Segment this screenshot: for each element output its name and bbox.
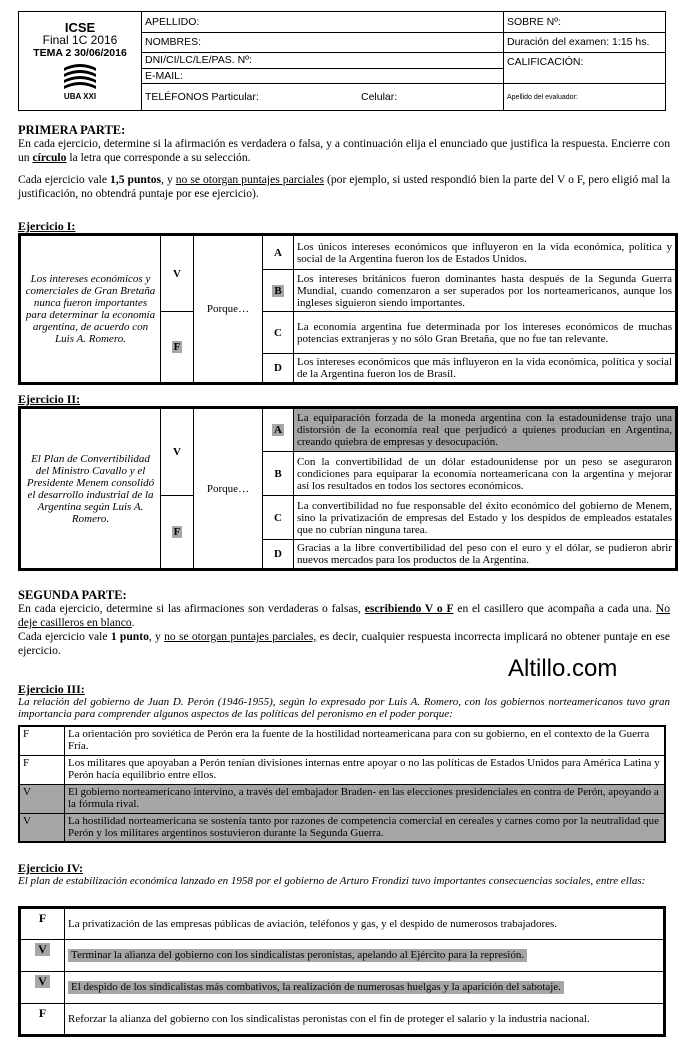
ej4-mark-3[interactable]: V bbox=[20, 972, 65, 1004]
exam-id-block bbox=[19, 12, 142, 111]
ej1-table bbox=[18, 233, 678, 385]
watermark: Altillo.com bbox=[508, 655, 618, 682]
ej4-table bbox=[18, 906, 666, 1037]
ej4-stmt-4: Reforzar la alianza del gobierno con los sindicalistas peronistas con el fin de proteger el salario y la industria nacional. bbox=[65, 1004, 665, 1036]
dni-field[interactable]: DNI/CI/LC/LE/PAS. Nº: bbox=[142, 53, 504, 68]
uba-xxi-logo-icon bbox=[60, 62, 100, 92]
ej4-stmt-3: El despido de los sindicalistas más combativos, la realización de numerosas huelgas y la aparición del sabotaje. bbox=[65, 972, 665, 1004]
ej1-option-d: Los intereses económicos que más influyeron en la vida económica, política y social de la Argentina fueron los de Brasil. bbox=[294, 354, 677, 384]
ej3-mark-2[interactable]: F bbox=[19, 755, 65, 784]
ej2-title: Ejercicio II: bbox=[18, 392, 81, 406]
nombres-field[interactable]: NOMBRES: bbox=[142, 32, 504, 53]
ej4-mark-1[interactable]: F bbox=[20, 908, 65, 940]
celular-field[interactable]: Celular: bbox=[358, 84, 504, 111]
email-field[interactable]: E-MAIL: bbox=[142, 68, 504, 83]
ej2-option-d: Gracias a la libre convertibilidad del peso con el euro y el dólar, se pudieron abrir nuevos mercados para los productos de la Argentina. bbox=[294, 540, 677, 570]
primera-instructions: En cada ejercicio, determine si la afirmación es verdadera o falsa, y a continuación elija el enunciado que justifica la respuesta. Encierre con un círculo la letra que corresponde a su selección. bbox=[18, 137, 670, 164]
ej4-mark-4[interactable]: F bbox=[20, 1004, 65, 1036]
ej2-letter-a[interactable]: A bbox=[263, 408, 294, 452]
segunda-title: SEGUNDA PARTE: bbox=[18, 588, 127, 602]
ej1-v-option[interactable]: V bbox=[161, 235, 194, 312]
exam-header bbox=[18, 11, 666, 111]
ej2-option-c: La convertibilidad no fue responsable del éxito económico del gobierno de Menem, sino la privatización de empresas del Estado y los despidos de empleados estatales que no cubrían ninguna tarea. bbox=[294, 496, 677, 540]
ej2-option-a: La equiparación forzada de la moneda argentina con la estadounidense trajo una distorsión de la economía real que perjudicó a quienes producían en Argentina, creando quiebra de empresas y desocupación. bbox=[294, 408, 677, 452]
ej1-f-option[interactable]: F bbox=[161, 312, 194, 384]
segunda-scoring: Cada ejercicio vale 1 punto, y no se otorgan puntajes parciales, es decir, cualquier respuesta incorrecta implicará no obtener puntaje en ese ejercicio. bbox=[18, 630, 671, 657]
ej3-stmt-1: La orientación pro soviética de Perón era la fuente de la hostilidad norteamericana para con su gobierno, en el contexto de la Guerra Fría. bbox=[65, 726, 666, 755]
ej2-letter-c[interactable]: C bbox=[263, 496, 294, 540]
ej1-letter-c[interactable]: C bbox=[263, 312, 294, 354]
evaluador-field[interactable]: Apellido del evaluador: bbox=[504, 84, 666, 111]
ej1-letter-a[interactable]: A bbox=[263, 235, 294, 270]
ej1-option-c: La economía argentina fue determinada por los intereses económicos de muchas potencias extranjeras y no sólo Gran Bretaña, que no fue tan relevante. bbox=[294, 312, 677, 354]
ej4-mark-2[interactable]: V bbox=[20, 940, 65, 972]
sobre-field[interactable]: SOBRE Nº: bbox=[504, 12, 666, 33]
ej1-title: Ejercicio I: bbox=[18, 219, 76, 233]
primera-parte bbox=[18, 123, 670, 201]
ej1-option-a: Los únicos intereses económicos que influyeron en la vida económica, política y social de la Argentina fueron los de Estados Unidos. bbox=[294, 235, 677, 270]
ej2-letter-b[interactable]: B bbox=[263, 452, 294, 496]
segunda-instructions: En cada ejercicio, determine si las afirmaciones son verdaderas o falsas, escribiendo V o F en el casillero que acompaña a cada una. No deje casilleros en blanco. bbox=[18, 602, 671, 629]
ej2-v-option[interactable]: V bbox=[161, 408, 194, 496]
ej2-option-b: Con la convertibilidad de un dólar estadounidense por un peso se aseguraron condiciones para equiparar la economía norteamericana con la argentina y mejorar así los resultados en todos los sectores económicos. bbox=[294, 452, 677, 496]
telefono-field[interactable]: TELÉFONOS Particular: bbox=[142, 84, 359, 111]
ej3-mark-1[interactable]: F bbox=[19, 726, 65, 755]
apellido-field[interactable]: APELLIDO: bbox=[142, 12, 504, 33]
calificacion-field[interactable]: CALIFICACIÓN: bbox=[504, 53, 666, 84]
ej3-stmt-2: Los militares que apoyaban a Perón tenían divisiones internas entre apoyar o no las políticas de Estados Unidos para América Latina y Perón hacía equilibrio entre ellos. bbox=[65, 755, 666, 784]
ej3-stmt-4: La hostilidad norteamericana se sostenía tanto por razones de competencia comercial en cereales y carnes como por la neutralidad que Perón y los militares argentinos sostuvieron durante la Segunda Guerra. bbox=[65, 813, 666, 842]
ej3-mark-4[interactable]: V bbox=[19, 813, 65, 842]
primera-scoring: Cada ejercicio vale 1,5 puntos, y no se otorgan puntajes parciales (por ejemplo, si usted respondió bien la parte del V o F, pero eligió mal la justificación, no obtendrá puntaje por ese ejercicio). bbox=[18, 173, 671, 200]
course-name: ICSE bbox=[64, 20, 96, 35]
logo-text: UBA XXI bbox=[63, 92, 97, 101]
ej2-table bbox=[18, 406, 678, 571]
ej4-stmt-1: La privatización de las empresas públicas de aviación, teléfonos y gas, y el despido de numerosos trabajadores. bbox=[65, 908, 665, 940]
ej2-statement: El Plan de Convertibilidad del Ministro Cavallo y el Presidente Menem consolidó el desarrollo industrial de la Argentina según Luis A. Romero. bbox=[20, 408, 161, 570]
ej1-letter-d[interactable]: D bbox=[263, 354, 294, 384]
ej3-table bbox=[18, 725, 666, 843]
ej2-porque: Porque… bbox=[194, 408, 263, 570]
ej1-porque: Porque… bbox=[194, 235, 263, 384]
exam-name: Final 1C 2016 bbox=[42, 33, 118, 47]
ej1-letter-b[interactable]: B bbox=[263, 270, 294, 312]
tema-date: TEMA 2 30/06/2016 bbox=[33, 47, 127, 59]
ej1-statement: Los intereses económicos y comerciales de Gran Bretaña nunca fueron importantes para determinar la economía argentina, de acuerdo con Luis A. Romero. bbox=[20, 235, 161, 384]
ej4-intro: El plan de estabilización económica lanzado en 1958 por el gobierno de Arturo Frondizi tuvo importantes consecuencias sociales, entre ellas: bbox=[18, 875, 646, 887]
ej4-stmt-2: Terminar la alianza del gobierno con los sindicalistas peronistas, apelando al Ejército para la represión. bbox=[65, 940, 665, 972]
ej3-title: Ejercicio III: bbox=[18, 682, 85, 696]
segunda-parte bbox=[18, 588, 670, 658]
ej1-option-b: Los intereses británicos fueron dominantes hasta después de la Segunda Guerra Mundial, cuando comenzaron a ser superados por los norteamericanos, aunque los ingleses siguieron siendo importantes. bbox=[294, 270, 677, 312]
ej3-stmt-3: El gobierno norteamericano intervino, a través del embajador Braden- en las elecciones presidenciales en contra de Perón, apoyando a la fórmula rival. bbox=[65, 784, 666, 813]
ej4-title: Ejercicio IV: bbox=[18, 861, 83, 875]
primera-title: PRIMERA PARTE: bbox=[18, 123, 126, 137]
ej2-f-option[interactable]: F bbox=[161, 496, 194, 570]
duracion-label: Duración del examen: 1:15 hs. bbox=[504, 32, 666, 53]
ej3-intro: La relación del gobierno de Juan D. Perón (1946-1955), según lo expresado por Luis A. Romero, con los gobiernos norteamericanos tuvo gran importancia para comprender algunos aspectos de las políticas del peronismo en el poder porque: bbox=[18, 696, 670, 720]
ej3-mark-3[interactable]: V bbox=[19, 784, 65, 813]
ej2-letter-d[interactable]: D bbox=[263, 540, 294, 570]
